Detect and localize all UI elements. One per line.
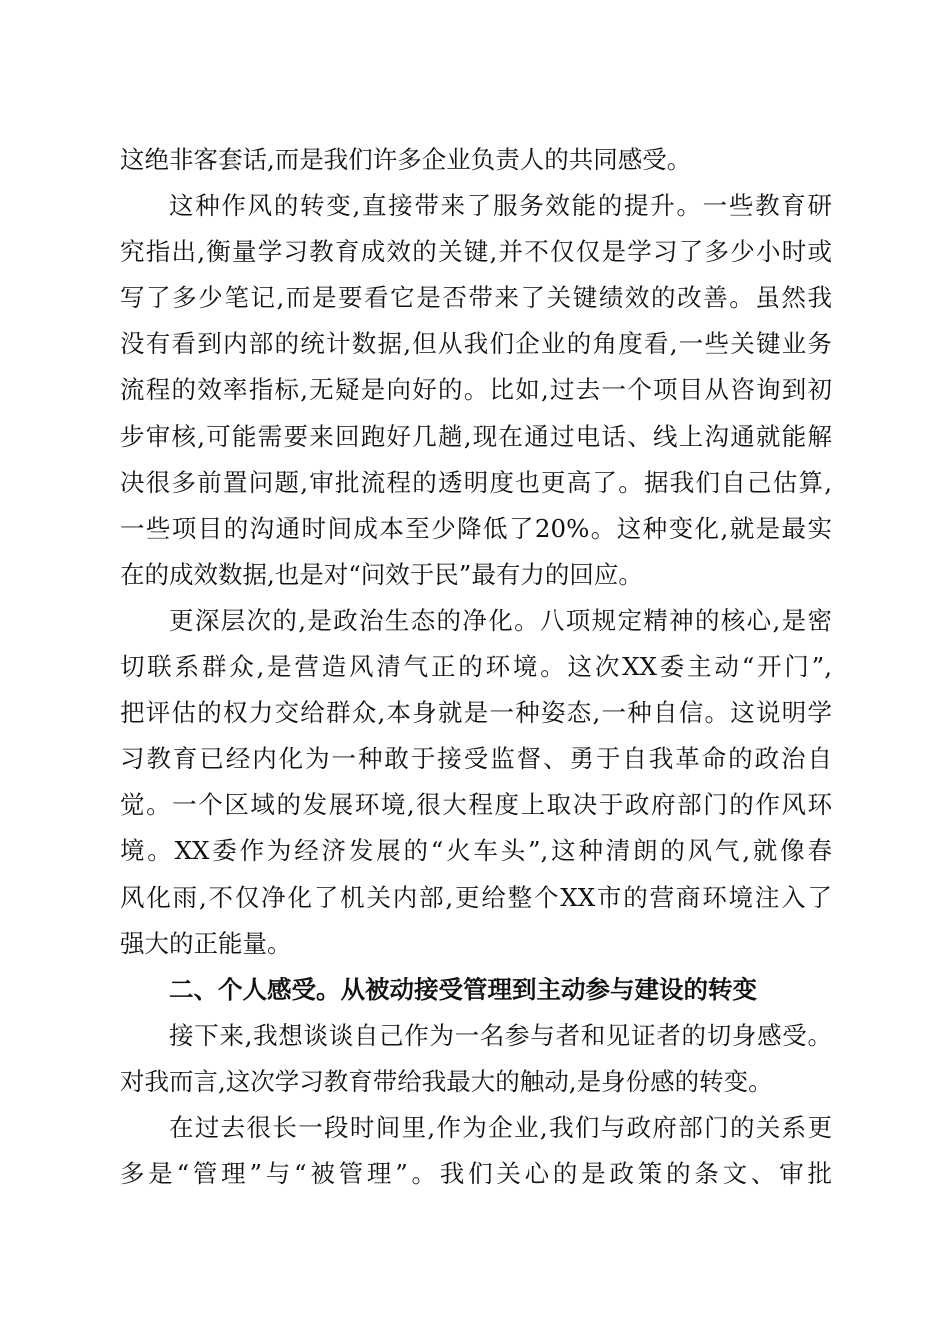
paragraph-line: 在过去很长一段时间里,作为企业,我们与政府部门的关系更	[169, 1112, 832, 1142]
paragraph-line: 切联系群众,是营造风清气正的环境。这次XX委主动“开门”,	[120, 652, 832, 682]
paragraph-line: 多是“管理”与“被管理”。我们关心的是政策的条文、审批	[120, 1159, 832, 1189]
paragraph-line: 在的成效数据,也是对“问效于民”最有力的回应。	[120, 559, 643, 589]
paragraph-line: 习教育已经内化为一种敢于接受监督、勇于自我革命的政治自	[120, 744, 832, 774]
paragraph-line: 风化雨,不仅净化了机关内部,更给整个XX市的营商环境注入了	[120, 882, 832, 912]
paragraph-line: 境。XX委作为经济发展的“火车头”,这种清朗的风气,就像春	[120, 836, 832, 866]
document-body	[120, 137, 832, 1197]
paragraph-line: 这绝非客套话,而是我们许多企业负责人的共同感受。	[120, 145, 692, 174]
paragraph-line: 觉。一个区域的发展环境,很大程度上取决于政府部门的作风环	[120, 790, 832, 820]
paragraph-line: 把评估的权力交给群众,本身就是一种姿态,一种自信。这说明学	[120, 698, 832, 728]
paragraph-line: 接下来,我想谈谈自己作为一名参与者和见证者的切身感受。	[169, 1020, 832, 1050]
paragraph-line: 对我而言,这次学习教育带给我最大的触动,是身份感的转变。	[120, 1066, 773, 1096]
paragraph-line: 这种作风的转变,直接带来了服务效能的提升。一些教育研	[169, 191, 832, 221]
paragraph-line: 写了多少笔记,而是要看它是否带来了关键绩效的改善。虽然我	[120, 283, 832, 313]
paragraph-line: 没有看到内部的统计数据,但从我们企业的角度看,一些关键业务	[120, 329, 832, 359]
paragraph-line: 决很多前置问题,审批流程的透明度也更高了。据我们自己估算,	[120, 467, 832, 497]
paragraph-line: 究指出,衡量学习教育成效的关键,并不仅仅是学习了多少小时或	[120, 237, 832, 267]
paragraph-line: 步审核,可能需要来回跑好几趟,现在通过电话、线上沟通就能解	[120, 421, 832, 451]
paragraph-line: 流程的效率指标,无疑是向好的。比如,过去一个项目从咨询到初	[120, 375, 832, 405]
paragraph-line: 更深层次的,是政治生态的净化。八项规定精神的核心,是密	[169, 605, 832, 635]
paragraph-line: 一些项目的沟通时间成本至少降低了20%。这种变化,就是最实	[120, 513, 832, 543]
paragraph-line: 强大的正能量。	[120, 928, 292, 958]
section-heading: 二、个人感受。从被动接受管理到主动参与建设的转变	[169, 974, 757, 1004]
